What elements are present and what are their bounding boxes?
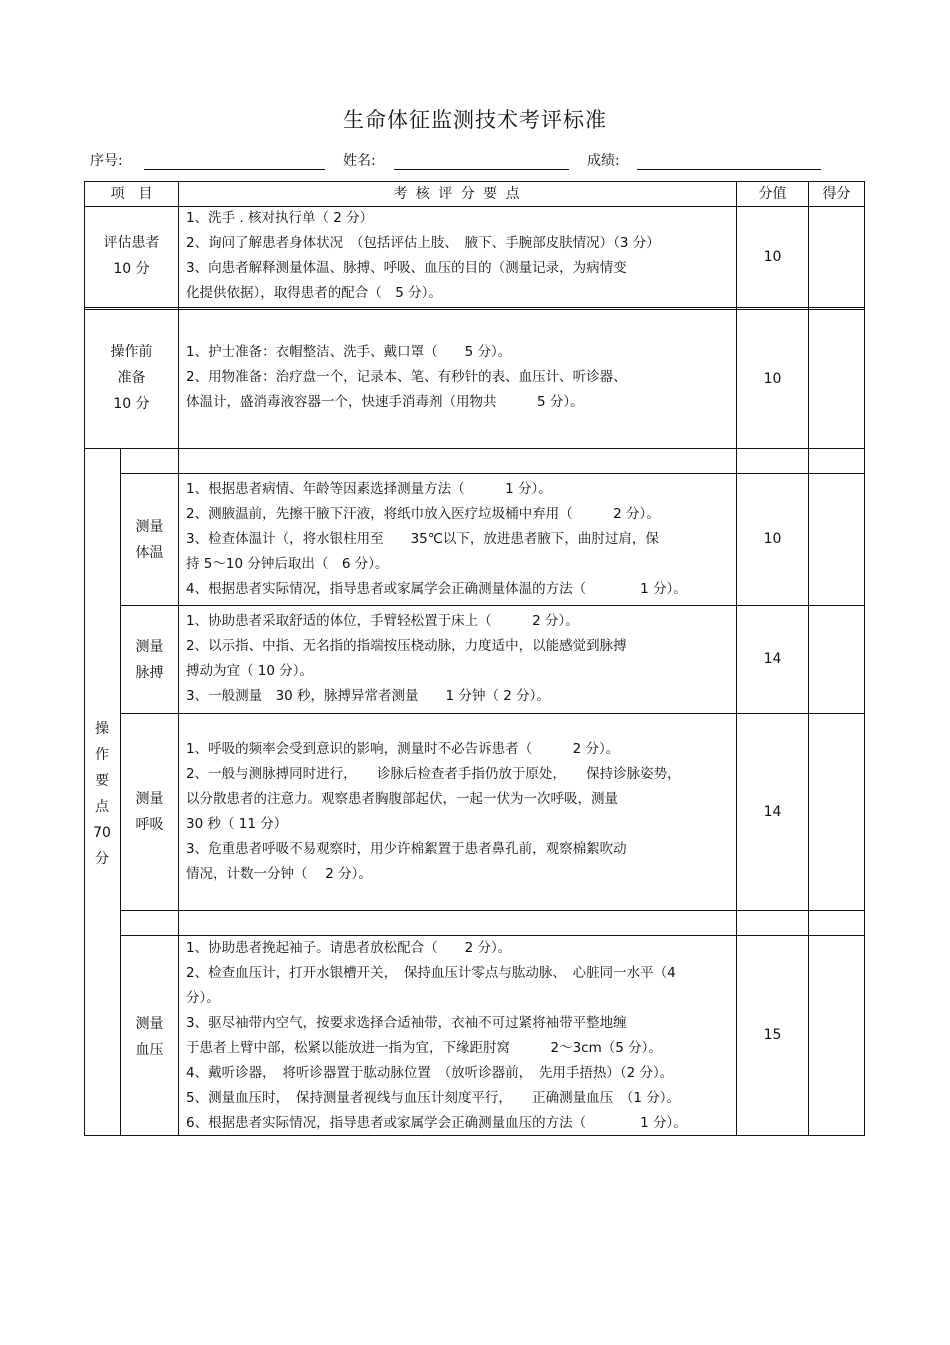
table-rule [84, 307, 865, 308]
point-line: 化提供依据），取得患者的配合（ 5 分）。 [186, 285, 442, 301]
prep-label [85, 339, 178, 417]
point-line: 1、协助患者挽起袖子。请患者放松配合（ 2 分）。 [186, 940, 512, 956]
prep-label-line: 10 分 [113, 396, 150, 412]
point-line: 分）。 [186, 990, 220, 1006]
operation-label [84, 716, 120, 872]
point-line: 2、一般与测脉搏同时进行， 诊脉后检查者手指仍放于原处， 保持诊脉姿势， [186, 766, 681, 782]
seq-field[interactable] [144, 169, 325, 170]
temp-label [121, 514, 178, 566]
point-line: 2、询问了解患者身体状况 （包括评估上肢、 腋下、手腕部皮肤情况）（3 分） [186, 235, 660, 251]
assess-score-cell[interactable] [809, 206, 864, 307]
temp-label-line: 体温 [135, 545, 164, 561]
prep-label-line: 准备 [117, 370, 146, 386]
resp-value: 14 [763, 803, 782, 820]
point-line: 1、协助患者采取舒适的体位，手臂轻松置于床上（ 2 分）。 [186, 613, 579, 629]
point-line: 情况，计数一分钟（ 2 分）。 [186, 866, 372, 882]
point-line: 以分散患者的注意力。观察患者胸腹部起伏，一起一伏为一次呼吸，测量 [186, 791, 618, 807]
point-line: 持 5～10 分钟后取出（ 6 分）。 [186, 556, 389, 572]
temp-score-cell[interactable] [809, 473, 864, 605]
header-score: 得分 [822, 185, 851, 202]
point-line: 4、戴听诊器， 将听诊器置于肱动脉位置 （放听诊器前， 先用手捂热）（2 分）。 [186, 1065, 674, 1081]
operation-label-char: 要 [95, 773, 109, 789]
prep-score-cell[interactable] [809, 309, 864, 448]
resp-label-line: 呼吸 [135, 817, 164, 833]
table-rule [84, 448, 865, 449]
page-title: 生命体征监测技术考评标准 [343, 108, 607, 132]
resp-label-line: 测量 [135, 791, 164, 807]
assess-label [85, 230, 178, 282]
table-border-left [84, 181, 85, 1136]
resp-label [121, 786, 178, 838]
table-rule-vertical [178, 181, 179, 1136]
temp-label-line: 测量 [135, 519, 164, 535]
operation-label-char: 70 [93, 825, 111, 841]
header-item: 项 目 [110, 185, 153, 202]
temp-value: 10 [763, 531, 782, 547]
point-line: 2、用物准备：治疗盘一个，记录本、笔、有秒针的表、血压计、听诊器、 [186, 369, 627, 385]
prep-value: 10 [763, 370, 782, 387]
point-line: 体温计，盛消毒液容器一个，快速手消毒剂（用物共 5 分）。 [186, 394, 584, 410]
pulse-value: 14 [763, 651, 782, 667]
operation-label-char: 操 [95, 721, 109, 737]
score-label: 成绩: [587, 153, 620, 169]
assess-value: 10 [763, 248, 782, 265]
pulse-label [121, 634, 178, 686]
header-points: 考 核 评 分 要 点 [393, 185, 522, 202]
point-line: 6、根据患者实际情况，指导患者或家属学会正确测量血压的方法（ 1 分）。 [186, 1115, 687, 1131]
seq-label: 序号: [90, 153, 123, 169]
point-line: 5、测量血压时， 保持测量者视线与血压计刻度平行， 正确测量血压 （1 分）。 [186, 1090, 680, 1106]
point-line: 1、根据患者病情、年龄等因素选择测量方法（ 1 分）。 [186, 481, 552, 497]
point-line: 3、向患者解释测量体温、脉搏、呼吸、血压的目的（测量记录，为病情变 [186, 260, 627, 276]
assess-label-line: 10 分 [113, 261, 150, 277]
point-line: 3、驱尽袖带内空气，按要求选择合适袖带，衣袖不可过紧将袖带平整地缠 [186, 1015, 627, 1031]
point-line: 1、护士准备：衣帽整洁、洗手、戴口罩（ 5 分）。 [186, 344, 512, 360]
bp-label [121, 1011, 178, 1063]
table-border-right [864, 181, 865, 1136]
pulse-score-cell[interactable] [809, 605, 864, 713]
point-line: 2、检查血压计，打开水银槽开关， 保持血压计零点与肱动脉、 心脏同一水平（4 [186, 965, 676, 981]
bp-points [186, 936, 687, 1136]
pulse-label-line: 脉搏 [135, 665, 164, 681]
name-field[interactable] [394, 169, 569, 170]
point-line: 1、洗手 . 核对执行单（ 2 分） [186, 210, 374, 226]
point-line: 搏动为宜（ 10 分）。 [186, 663, 314, 679]
assess-label-line: 评估患者 [103, 235, 160, 251]
point-line: 3、检查体温计（，将水银柱用至 35℃以下，放进患者腋下，曲肘过肩，保 [186, 531, 659, 547]
point-line: 2、测腋温前，先擦干腋下汗液，将纸巾放入医疗垃圾桶中弃用（ 2 分）。 [186, 506, 660, 522]
resp-points [186, 737, 681, 887]
bp-label-line: 血压 [135, 1042, 164, 1058]
temp-points [186, 477, 687, 602]
operation-label-char: 点 [95, 799, 109, 815]
point-line: 2、以示指、中指、无名指的指端按压桡动脉，力度适中，以能感觉到脉搏 [186, 638, 627, 654]
point-line: 1、呼吸的频率会受到意识的影响，测量时不必告诉患者（ 2 分）。 [186, 741, 620, 757]
name-label: 姓名: [343, 153, 376, 169]
prep-label-line: 操作前 [110, 344, 153, 360]
bp-value: 15 [763, 1027, 782, 1043]
score-field[interactable] [637, 169, 821, 170]
point-line: 于患者上臂中部，松紧以能放进一指为宜，下缘距肘窝 2～3cm（5 分）。 [186, 1040, 662, 1056]
operation-label-char: 分 [95, 851, 109, 867]
pulse-points [186, 609, 627, 709]
bp-label-line: 测量 [135, 1016, 164, 1032]
header-value: 分值 [758, 185, 787, 202]
point-line: 4、根据患者实际情况，指导患者或家属学会正确测量体温的方法（ 1 分）。 [186, 581, 687, 597]
prep-points [186, 340, 627, 415]
operation-label-char: 作 [95, 747, 109, 763]
point-line: 30 秒（ 11 分） [186, 816, 288, 832]
resp-score-cell[interactable] [809, 713, 864, 910]
point-line: 3、一般测量 30 秒，脉搏异常者测量 1 分钟（ 2 分）。 [186, 688, 550, 704]
assess-points [186, 206, 660, 306]
bp-score-cell[interactable] [809, 935, 864, 1135]
point-line: 3、危重患者呼吸不易观察时，用少许棉絮置于患者鼻孔前，观察棉絮吹动 [186, 841, 627, 857]
pulse-label-line: 测量 [135, 639, 164, 655]
table-rule [120, 910, 865, 911]
